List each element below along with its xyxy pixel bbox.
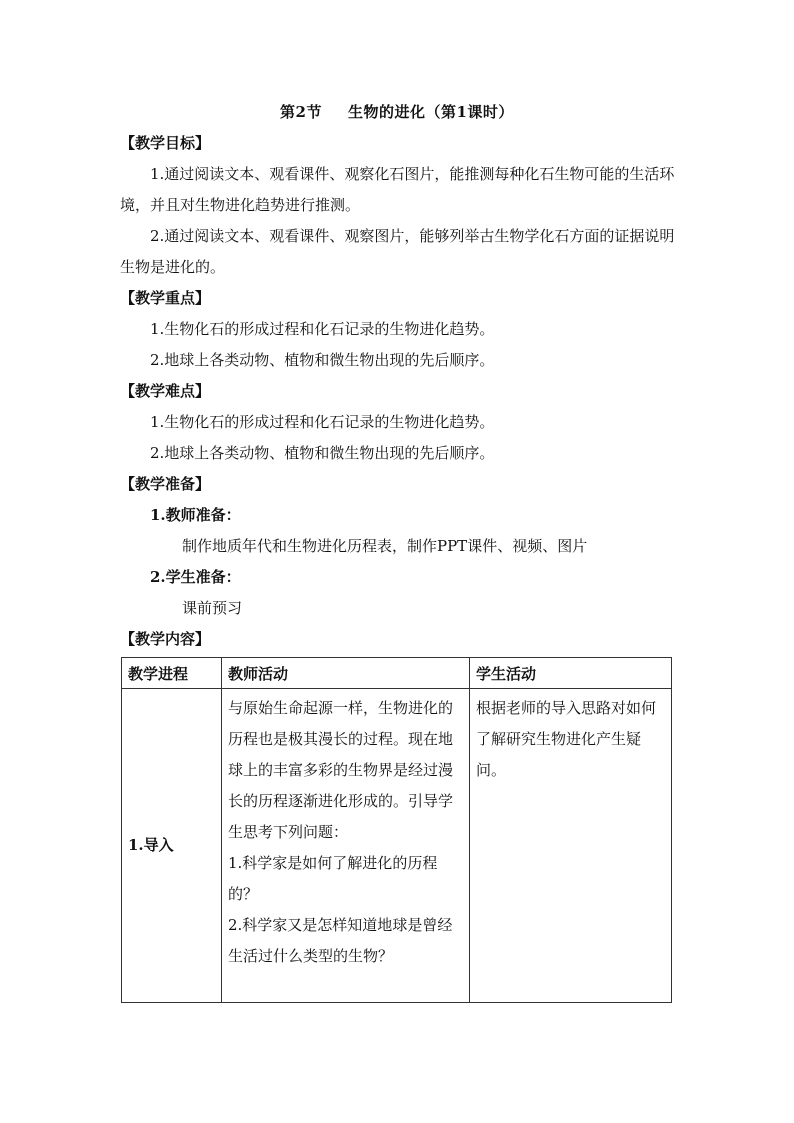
teacher-activity-cell [222,689,470,1003]
table-row [122,689,672,1003]
difficulty-item-2: 2.地球上各类动物、植物和微生物出现的先后顺序。 [150,444,495,462]
teacher-activity-intro: 与原始生命起源一样，生物进化的历程也是极其漫长的过程。现在地球上的丰富多彩的生物界是经过漫长的历程逐渐进化形成的。引导学生思考下列问题： [228,699,454,841]
student-preparation-text: 课前预习 [182,599,243,617]
preparation-heading: 【教学准备】 [120,475,211,493]
content-section [120,624,680,655]
teacher-preparation-text: 制作地质年代和生物进化历程表，制作PPT课件、视频、图片 [182,537,588,555]
teacher-question-1: 1.科学家是如何了解进化的历程的？ [228,854,438,903]
content-heading: 【教学内容】 [120,630,211,648]
objective-item-2: 2.通过阅读文本、观看课件、观察图片，能够列举古生物学化石方面的证据说明生物是进化的。 [120,227,675,276]
student-preparation-label: 2.学生准备： [150,568,241,586]
objective-item-1: 1.通过阅读文本、观看课件、观察化石图片，能推测每种化石生物可能的生活环境，并且对生物进化趋势进行推测。 [120,165,675,214]
difficulties-heading: 【教学难点】 [120,382,211,400]
column-header-stage: 教学进程 [122,658,222,689]
teacher-preparation-label: 1.教师准备： [150,506,241,524]
key-point-item-1: 1.生物化石的形成过程和化石记录的生物进化趋势。 [150,320,495,338]
key-points-section [120,283,680,376]
preparation-section [120,469,680,624]
student-activity-cell: 根据老师的导入思路对如何了解研究生物进化产生疑问。 [470,689,672,1003]
objectives-section [120,128,680,283]
stage-cell: 1.导入 [122,689,222,1003]
column-header-student: 学生活动 [470,658,672,689]
table-header-row [122,658,672,689]
difficulties-section [120,376,680,469]
lesson-content-table [121,657,672,1003]
key-points-heading: 【教学重点】 [120,289,211,307]
section-number: 第2节 [280,103,322,121]
page-title [0,101,794,122]
column-header-teacher: 教师活动 [222,658,470,689]
key-point-item-2: 2.地球上各类动物、植物和微生物出现的先后顺序。 [150,351,495,369]
objectives-heading: 【教学目标】 [120,134,211,152]
teacher-question-2: 2.科学家又是怎样知道地球是曾经生活过什么类型的生物？ [228,916,453,965]
difficulty-item-1: 1.生物化石的形成过程和化石记录的生物进化趋势。 [150,413,495,431]
lesson-name: 生物的进化（第1课时） [347,103,514,121]
